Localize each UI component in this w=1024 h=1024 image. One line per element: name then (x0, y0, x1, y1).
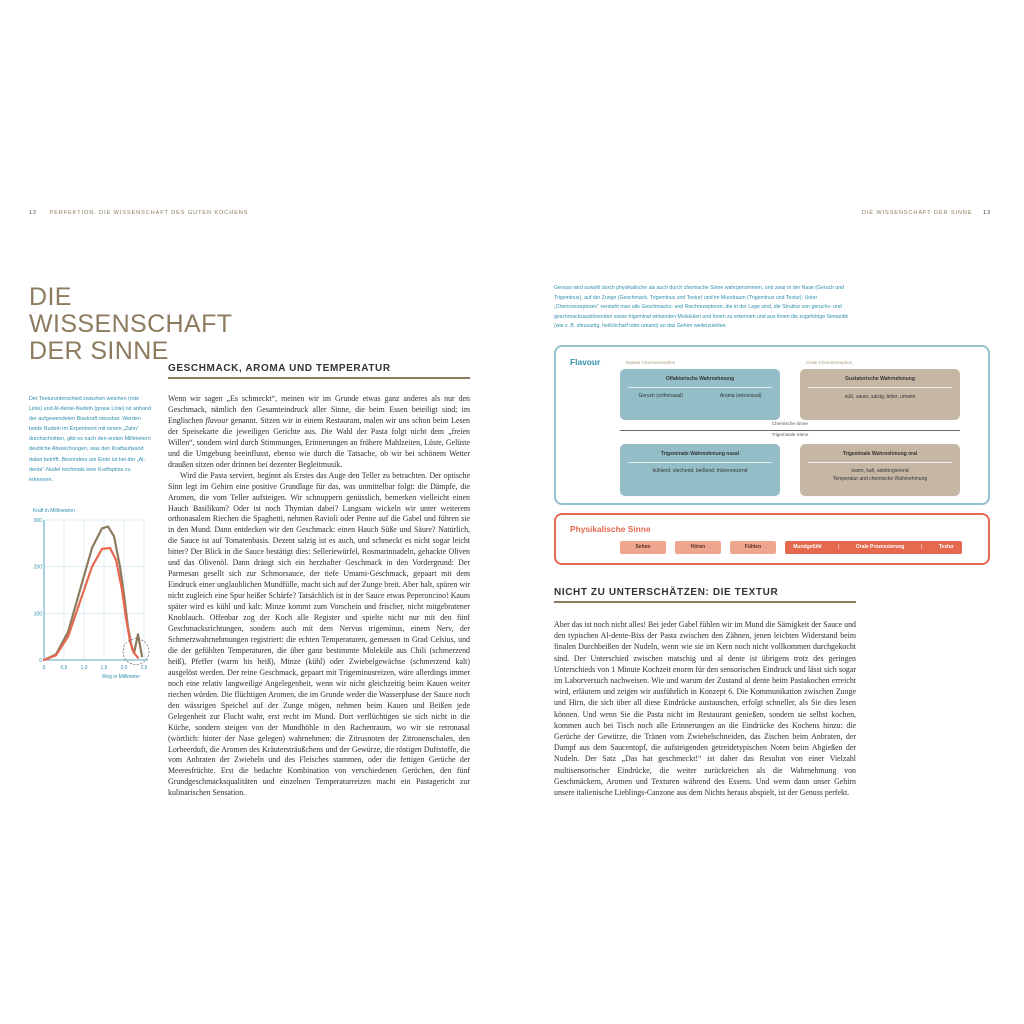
olfactory-retronasal: Aroma (retronasal) (719, 393, 762, 399)
chart-ylabel: Kraft in Millinewton (33, 508, 75, 514)
pill-sehen: Sehen (620, 541, 666, 554)
body-text-taste (168, 394, 470, 799)
section-rule-texture (554, 601, 856, 603)
chart-xtick-label: 2,0 (120, 665, 128, 671)
pill-textur: Textur (938, 544, 954, 550)
bite-force-chart (29, 505, 159, 685)
pill-orale-prozessierung: Orale Prozessierung (855, 544, 905, 550)
left-running-title: PERFEKTION. DIE WISSENSCHAFT DES GUTEN KOCHENS (49, 210, 249, 216)
left-page-header (29, 210, 248, 216)
chart-xtick-label: 1,5 (100, 665, 108, 671)
chart-xtick-label: 0 (42, 665, 46, 671)
chem-label: Chemische Sinne (771, 421, 808, 426)
olfactory-orthonasal: Geruch (orthonasal) (638, 393, 683, 399)
pill-fuehlen: Fühlen (730, 541, 776, 554)
body-texture-paragraph: Aber das ist noch nicht alles! Bei jeder Gabel fühlen wir im Mund die Sämigkeit der Sauce und den typischen Al-dente-Biss der Pasta zwischen den Zähnen, jenen leichten Widerstand beim finalen Durchbeißen der Nudeln, wenn wie sie im Kern noch nicht vollkommen durchgekocht sind. Der Unterschied zwischen matschig und al dente ist übrigens trotz des geringen Unterschieds von 1 Minute Kochzeit enorm für den sensorischen Eindruck und lässt sich sogar im Laborversuch nachweisen. Wie und warum der Zustand al dente beim Pastakochen erreicht wird, erläutern und zeigen wir ausführlich in Konzept 6. Die Kommunikation zwischen Zunge und Hirn, die sich über all diese Eindrücke austauschen, erfolgt schneller, als Sie dies lesen können. Und wenn Sie die Pasta nicht im Restaurant genießen, sondern sie selbst kochen, kommen auch bei Tisch noch alle Erinnerungen an die Eindrücke des Kochens hinzu: die Gerüche der Gewürze, die Tränen vom Zwiebelschneiden, das Zischen beim Anbraten, der Dampf aus dem Saucentopf, die aufsteigenden getreidetypischen Noten beim Abgießen der Nudeln. Der Satz „Das hat geschmeckt!“ ist daher das Resultat von einer Vielzahl multisensorischer Eindrücke, die weiter zurückreichen als die Wahrnehmung von Geschmäckern, Aromen und Texturen während des Essens. Und wenn dann unser Gehirn unsere italienische Lieblings-Canzone aus dem Nichts heraus abspielt, ist der Genuss perfekt. (554, 620, 856, 798)
body-text-texture (554, 619, 856, 798)
chem-trig-divider (620, 430, 960, 431)
olfactory-title: Olfaktorische Wahrnehmung (665, 376, 735, 382)
section-heading-taste: GESCHMACK, AROMA UND TEMPERATUR (168, 363, 391, 374)
trig-nasal-panel (620, 444, 780, 496)
chart-xtick-label: 1,0 (80, 665, 88, 671)
page-title-line2: DER SINNE (29, 337, 169, 365)
trig-oral-title: Trigeminale Wahrnehmung oral (842, 451, 918, 457)
gustatory-text: süß, sauer, salzig, bitter, umami (844, 394, 916, 400)
physical-senses-title: Physikalische Sinne (570, 524, 651, 534)
page-title-line1: DIE WISSENSCHAFT (29, 283, 233, 338)
physical-senses-box (554, 513, 990, 565)
pill-separator-1: | (838, 544, 840, 550)
olfactory-panel (620, 369, 780, 420)
flavour-title: Flavour (570, 357, 601, 367)
chart-ytick-label: 0 (39, 658, 42, 664)
right-page-number: 13 (982, 210, 991, 216)
right-running-title: DIE WISSENSCHAFT DER SINNE (861, 210, 973, 216)
section-rule-taste (168, 377, 470, 379)
chart-xlabel: Weg in Millimeter (101, 674, 140, 680)
diagram-intro-text: Genuss wird sowohl durch physikalische als auch durch chemische Sinne wahrgenommen, und zwar in der Nase (Geruch und Trigeminus), auf der Zunge (Geschmack, Trigeminus und Textur) und im Mundraum (Trigeminus und Textur). Unter „Chemorezeptoren“ versteht man alle Geschmacks- und Riechrezeptoren, die in der Lage sind, die Struktur von geruchs- und geschmacksauslösenden sowie trigeminal wirkenden Molekülen und Ionen zu erkennen und aus ihnen die zugehörige Semantik (wie z. B. zitrusartig, heiß/scharf oder umami) an das Gehirn weiterzuleiten. (554, 285, 849, 330)
gustatory-divider (808, 387, 952, 388)
flavour-diagram (554, 345, 990, 505)
figure-caption: Der Texturunterschied zwischen weichen (rote Linie) und Al-dente-Nudeln (graue Linie) ist anhand der aufgewendeten Bisskraft messbar. Werden beide Nudeln im Experiment mit einem „Zahn“ durchschnitten, gibt es nach den ersten Millimetern deutliche Abweichungen, was den Kraftaufwand dabei betrifft. Besonders am Ende ist bei der „Al-dente“-Nudel nochmals eine Kraftspitze zu erkennen. (29, 396, 151, 483)
flavour-italic: flavour (205, 415, 229, 425)
gustatory-panel (800, 369, 960, 420)
trig-nasal-divider (628, 462, 772, 463)
trig-oral-line1: warm, kalt, adstringierend (851, 468, 909, 474)
pill-separator-2: | (920, 544, 923, 550)
trig-label: Trigeminale Sinne (771, 432, 809, 437)
body-paragraph-2: Wird die Pasta serviert, beginnt als Erstes das Auge den Teller zu betrachten. Der optische Sinn legt im Gehirn eine positive Grundlage für das, was unmittelbar folgt: die Dämpfe, die Aromen, die vom Teller aufsteigen. Wir schnuppern genüsslich, bemerken vielleicht einen Hauch Basilikum? Oder ist noch Thymian dabei? Langsam wickeln wir unter weiterem orthonasalem Riechen die Spaghetti, nehmen Ravioli oder Penne auf die Gabel und führen sie in den Mund. Dann entdecken wir den Geschmack: einen Hauch Süße und Säure? Natürlich, die Sauce ist auf Tomatenbasis. Dezent salzig ist es auch, und schmeckt es nicht sogar leicht bitter? Der Blick in die Sauce bestätigt dies: Selleriewürfel, Rosmarinnadeln, gehackte Oliven und das Olivenöl. Dann drängt sich ein herzhafter Geschmack in den Vordergrund: Der Parmesan gesellt sich zur Schmorsauce, der tiefe Umami-Geschmack, gepaart mit dem Eindruck einer unglaublichen Mundfülle, macht sich auf der Zunge breit. Aber halt, spüren wir nicht zugleich eine Spur heißer Schärfe? Tatsächlich ist in der Sauce etwas Peperoncino! Kaum später wird es kühl und kalt: Minze kommt zum Vorschein und frischer, nicht mitgebratener Knoblauch. Offenbar zog der Koch alle Register und spielte nicht nur mit den fünf Geschmacksrichtungen, sondern auch mit dem Nervus trigeminus, einem Nerv, der Schmerzwahrnehmungen registriert: die echten Temperaturen, gemessen in Grad Celsius, und die der gefühlten Temperaturen, die über ganz bestimmte Moleküle aus Chili (schmerzend heiß), Pfeffer (warm bis heiß), Minze (kühl) oder Zwiebelgewächse (schmerzend kalt) ausgelöst werden. Der reine Geschmack, gepaart mit Trigeminusreizen, wäre allerdings immer noch eine relativ langweilige Angelegenheit, wenn wir nicht gleichzeitig beim Kauen weiter riechen würden. Die flüchtigen Aromen, die im Grunde weder die Wasserphase der Sauce noch den wässrigen Speichel auf der Zunge mögen, nehmen beim Kauen und Beißen jede Gelegenheit zur Flucht wahr, erst recht im Mund. Dort verflüchtigen sie sich nicht in die Küche, sondern steigen von der Mundhöhle in den Rachenraum, wo wir sie retronasal (wörtlich: hinter der Nase gelegen) wahrnehmen: die Zitrusnoten der Zitronenschalen, den Lorbeerduft, die Aromen des Kräutersträußchens und der Gewürze, die röstigen Duftstoffe, die vom Anbraten der Zwiebeln und des Fleisches stammen, oder die fettigen Gerüche der Meeresfrüchte. Erst die bedachte Kombination von verschiedenen Gerüchen, den fünf Grundgeschmacksqualitäten und einzelnen Temperaturreizen macht ein Pastagericht zur kulinarischen Sensation. (168, 470, 470, 798)
oral-label: Orale Chemorezeption (806, 360, 853, 365)
trig-nasal-text: kühlend, stechend, beißend, tränenreizend (652, 468, 748, 474)
body-paragraph-1: Wenn wir sagen „Es schmeckt“, meinen wir im Grunde etwas ganz anderes als nur den Geschmack, nämlich den Gesamteindruck aller Sinne, die beim Essen beteiligt sind; im Englischen flavour genannt. Sitzen wir in einem Restaurant, malen wir uns schon beim Lesen der Speisekarte die jeweiligen Gerichte aus. Die Wahl der Pasta folgt nicht dem „freien Willen“, sondern wird durch Stimmungen, Erinnerungen an frühere Mahlzeiten, Lüste, Gelüste und die Umgebung beeinflusst, ebenso wie durch die Tatsache, ob wir bei schönem Wetter draußen sitzen oder drinnen bei dezenter Begleitmusik. (168, 394, 470, 469)
page-title (29, 284, 279, 365)
right-page-header (862, 210, 991, 216)
left-page-number: 12 (29, 210, 38, 216)
olfactory-divider (628, 387, 772, 388)
chart-xtick-label: 0,5 (60, 665, 68, 671)
chart-ytick-label: 200 (33, 564, 42, 571)
trig-oral-line2: Temperatur und chemische Wahrnehmung (832, 476, 928, 482)
chart-series-line-1 (44, 527, 142, 661)
trig-nasal-title: Trigeminale Wahrnehmung nasal (660, 451, 740, 457)
section-heading-texture: NICHT ZU UNTERSCHÄTZEN: DIE TEXTUR (554, 587, 779, 598)
gustatory-title: Gustatorische Wahrnehmung (845, 376, 915, 382)
trig-oral-divider (808, 462, 952, 463)
pill-mouth-group (785, 541, 962, 554)
chart-ytick-label: 100 (33, 611, 42, 618)
pill-mundgefuehl: Mundgefühl (793, 544, 822, 550)
pill-hoeren: Hören (675, 541, 721, 554)
chart-ytick-label: 300 (33, 518, 42, 524)
trig-oral-panel (800, 444, 960, 496)
nasal-label: Nasale Chemorezeption (626, 360, 676, 365)
bite-force-chart-svg (29, 505, 159, 685)
olfactory-items (620, 393, 780, 399)
chart-xtick-label: 2,5 (140, 665, 148, 671)
